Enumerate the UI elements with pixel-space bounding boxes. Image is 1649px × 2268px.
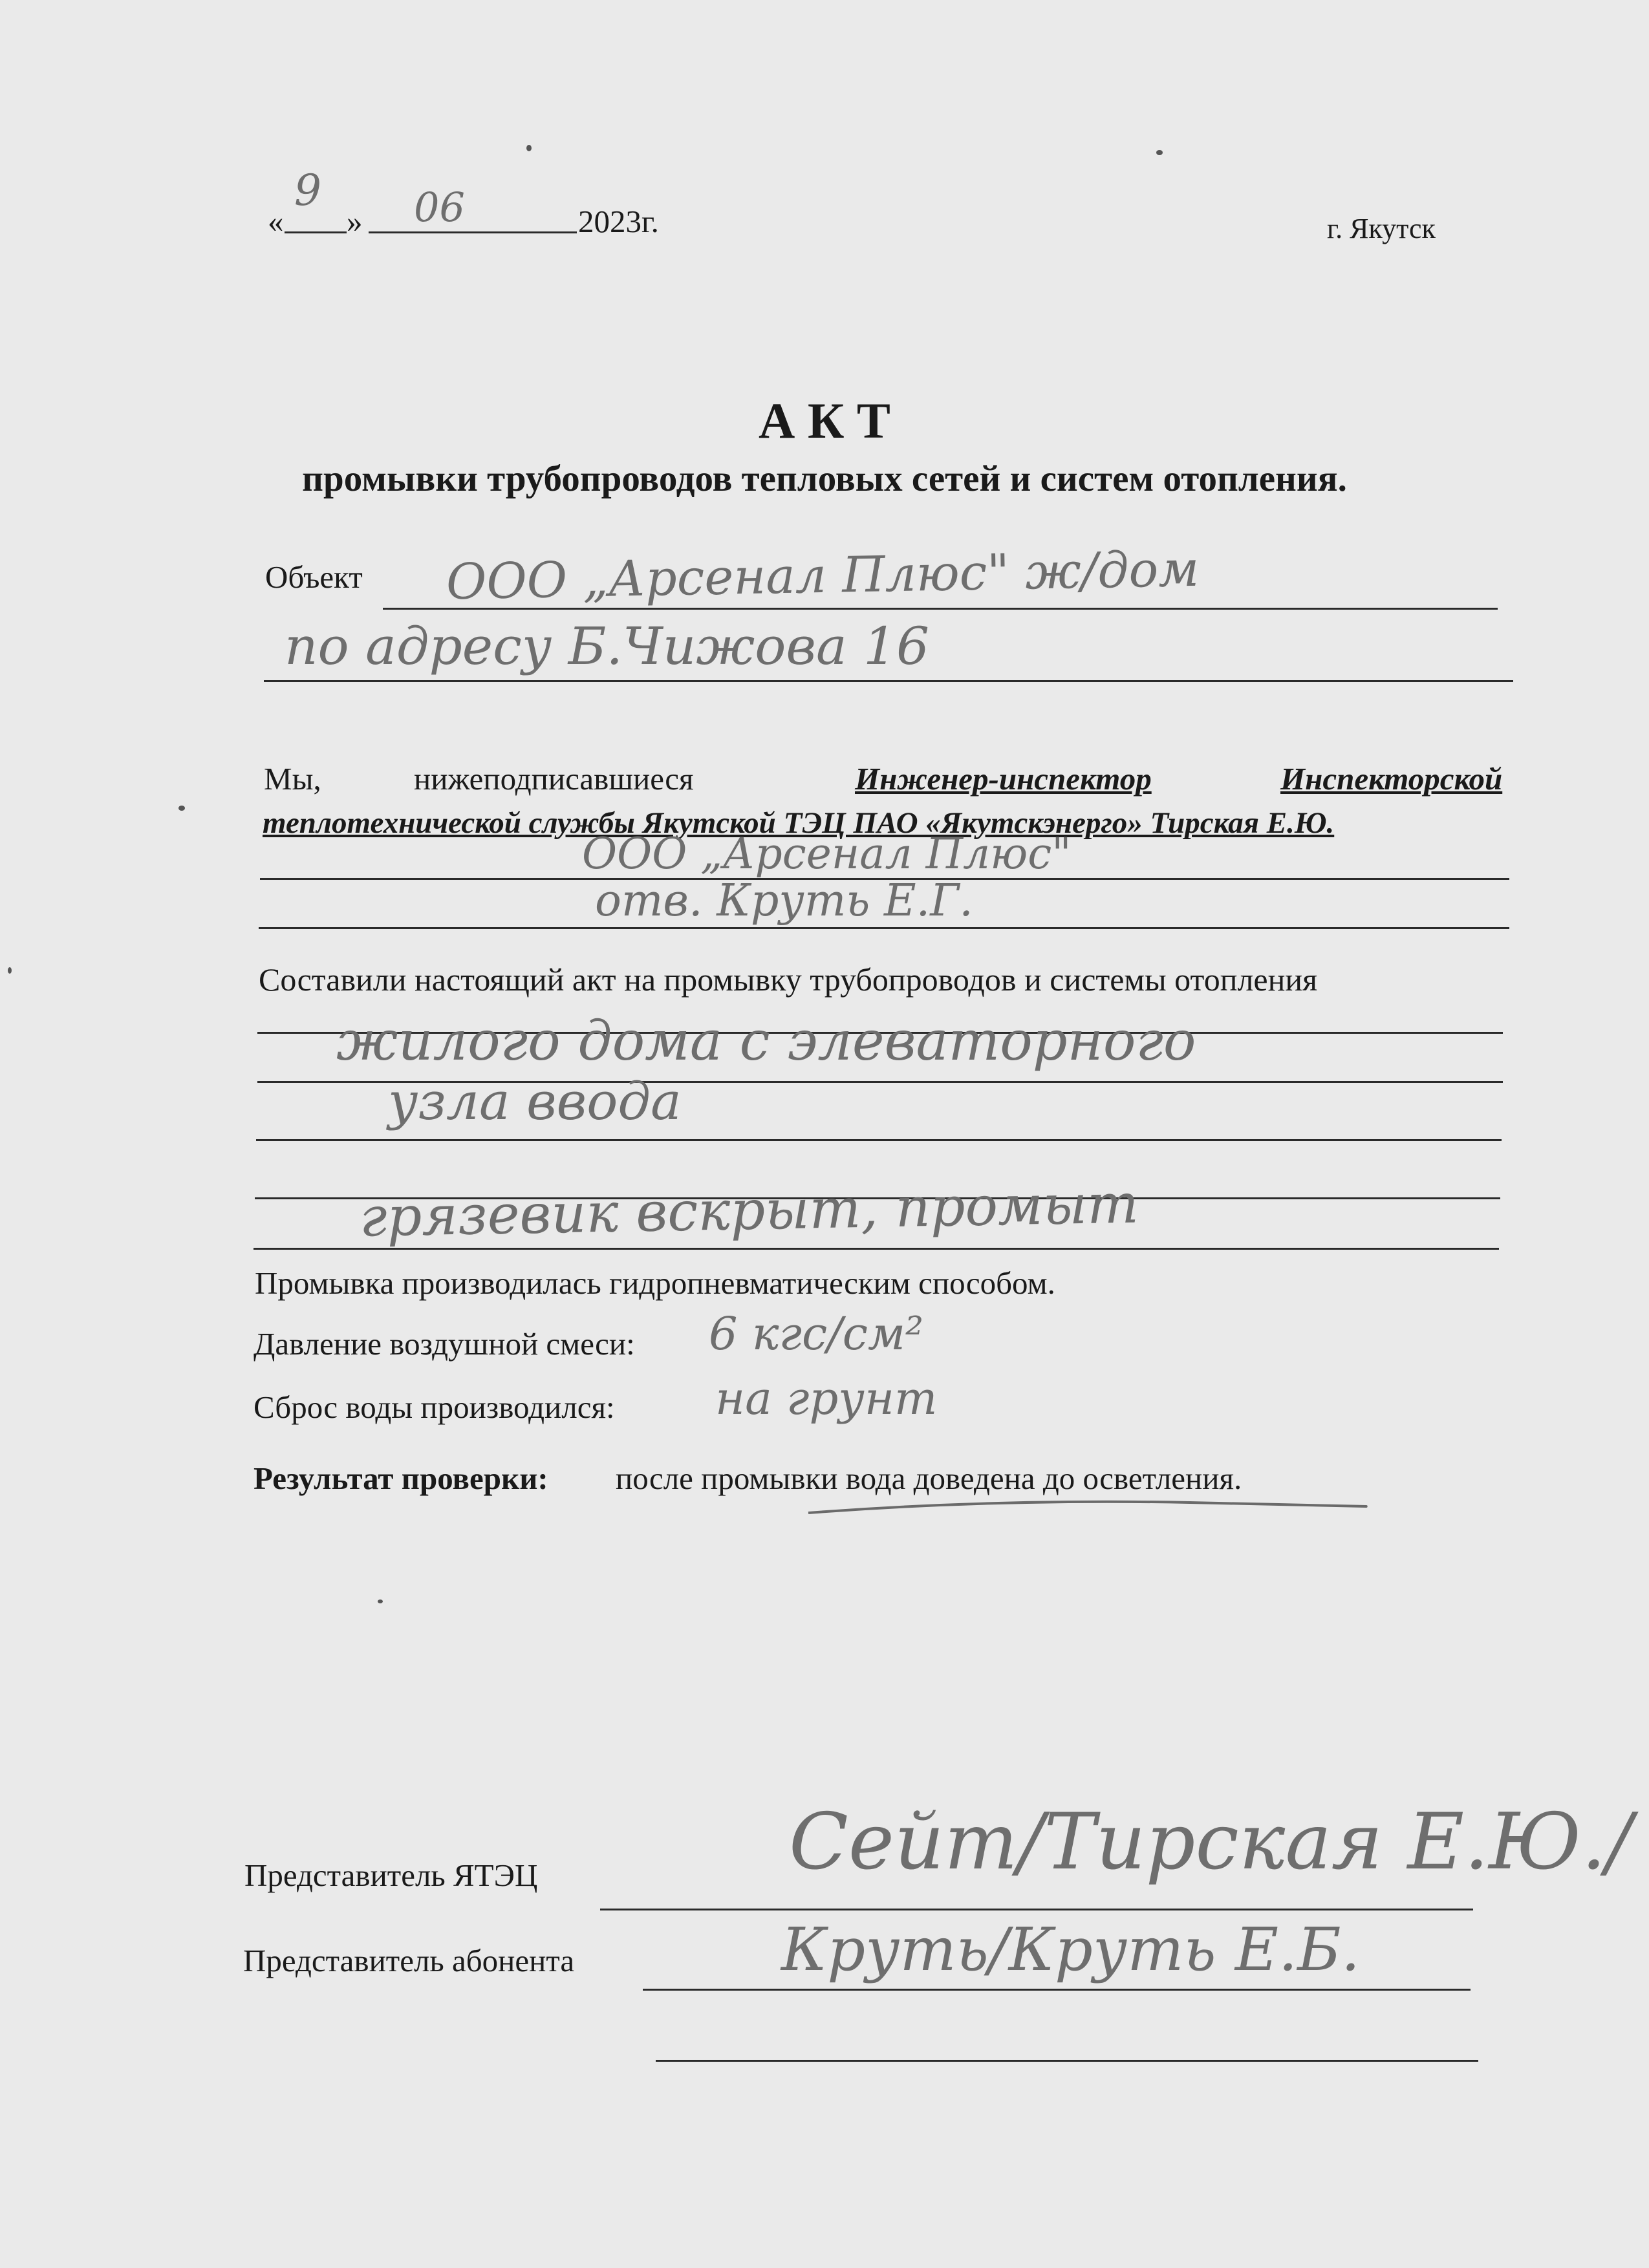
participant-responsible: отв. Круть Е.Г. bbox=[595, 875, 973, 926]
scope-value-1: жилого дома с элеваторного bbox=[336, 1009, 1196, 1073]
discharge-value: на грунт bbox=[715, 1372, 938, 1425]
date-day-line bbox=[285, 231, 347, 233]
date-open-quote: « bbox=[268, 204, 284, 239]
act-title: А К Т bbox=[759, 392, 890, 449]
scan-speck bbox=[8, 967, 12, 974]
act-subtitle: промывки трубопроводов тепловых сетей и систем отопления. bbox=[302, 458, 1347, 499]
city: г. Якутск bbox=[1327, 213, 1436, 244]
extra-signature-line bbox=[656, 2060, 1478, 2062]
object-line-2 bbox=[264, 680, 1513, 682]
we-label: Мы, bbox=[264, 761, 321, 797]
ytec-signature: Сейт/Тирская Е.Ю./ bbox=[789, 1797, 1633, 1887]
participant-org: ООО „Арсенал Плюс" bbox=[582, 829, 1072, 879]
scan-speck bbox=[378, 1599, 383, 1603]
flushing-method: Промывка производилась гидропневматическим способом. bbox=[255, 1265, 1055, 1301]
date-month-line bbox=[369, 231, 577, 233]
inspector-service: теплотехнической службы Якутской ТЭЦ ПАО «Якутскэнерго» Тирская Е.Ю. bbox=[263, 806, 1335, 840]
object-label: Объект bbox=[265, 559, 363, 595]
object-value-1: ООО „Арсенал Плюс" ж/дом bbox=[446, 539, 1200, 611]
pressure-label: Давление воздушной смеси: bbox=[253, 1326, 635, 1362]
date-day: 9 bbox=[294, 166, 321, 215]
scope-line-5 bbox=[253, 1248, 1499, 1250]
ytec-signature-line bbox=[600, 1909, 1473, 1910]
object-value-2: по адресу Б.Чижова 16 bbox=[285, 616, 929, 676]
undersigned-label: нижеподписавшиеся bbox=[414, 761, 694, 797]
date-close-quote: » bbox=[347, 204, 363, 239]
subscriber-signature: Круть/Круть Е.Б. bbox=[781, 1915, 1361, 1984]
pressure-value: 6 кгс/см² bbox=[709, 1307, 924, 1360]
subscriber-signature-line bbox=[643, 1989, 1471, 1991]
date-month: 06 bbox=[414, 184, 465, 231]
scan-speck bbox=[1156, 150, 1163, 155]
scope-value-3: грязевик вскрыт, промыт bbox=[359, 1171, 1139, 1249]
inspector-department: Инспекторской bbox=[1280, 761, 1503, 797]
result-label: Результат проверки: bbox=[253, 1460, 548, 1496]
discharge-label: Сброс воды производился: bbox=[253, 1389, 615, 1425]
subscriber-representative-label: Представитель абонента bbox=[243, 1943, 575, 1978]
ytec-representative-label: Представитель ЯТЭЦ bbox=[244, 1857, 538, 1893]
scope-line-3 bbox=[256, 1139, 1502, 1141]
result-underline-stroke bbox=[802, 1487, 1371, 1526]
composed-statement: Составили настоящий акт на промывку трубопроводов и системы отопления bbox=[259, 961, 1318, 998]
scan-speck bbox=[526, 145, 532, 151]
inspector-title: Инженер-инспектор bbox=[855, 761, 1152, 797]
date-year: 2023г. bbox=[578, 204, 659, 239]
scan-speck bbox=[178, 806, 185, 811]
result-text: после промывки вода доведена до осветления. bbox=[616, 1460, 1242, 1496]
scope-value-2: узла ввода bbox=[388, 1071, 682, 1131]
participants-line-2 bbox=[259, 927, 1509, 929]
